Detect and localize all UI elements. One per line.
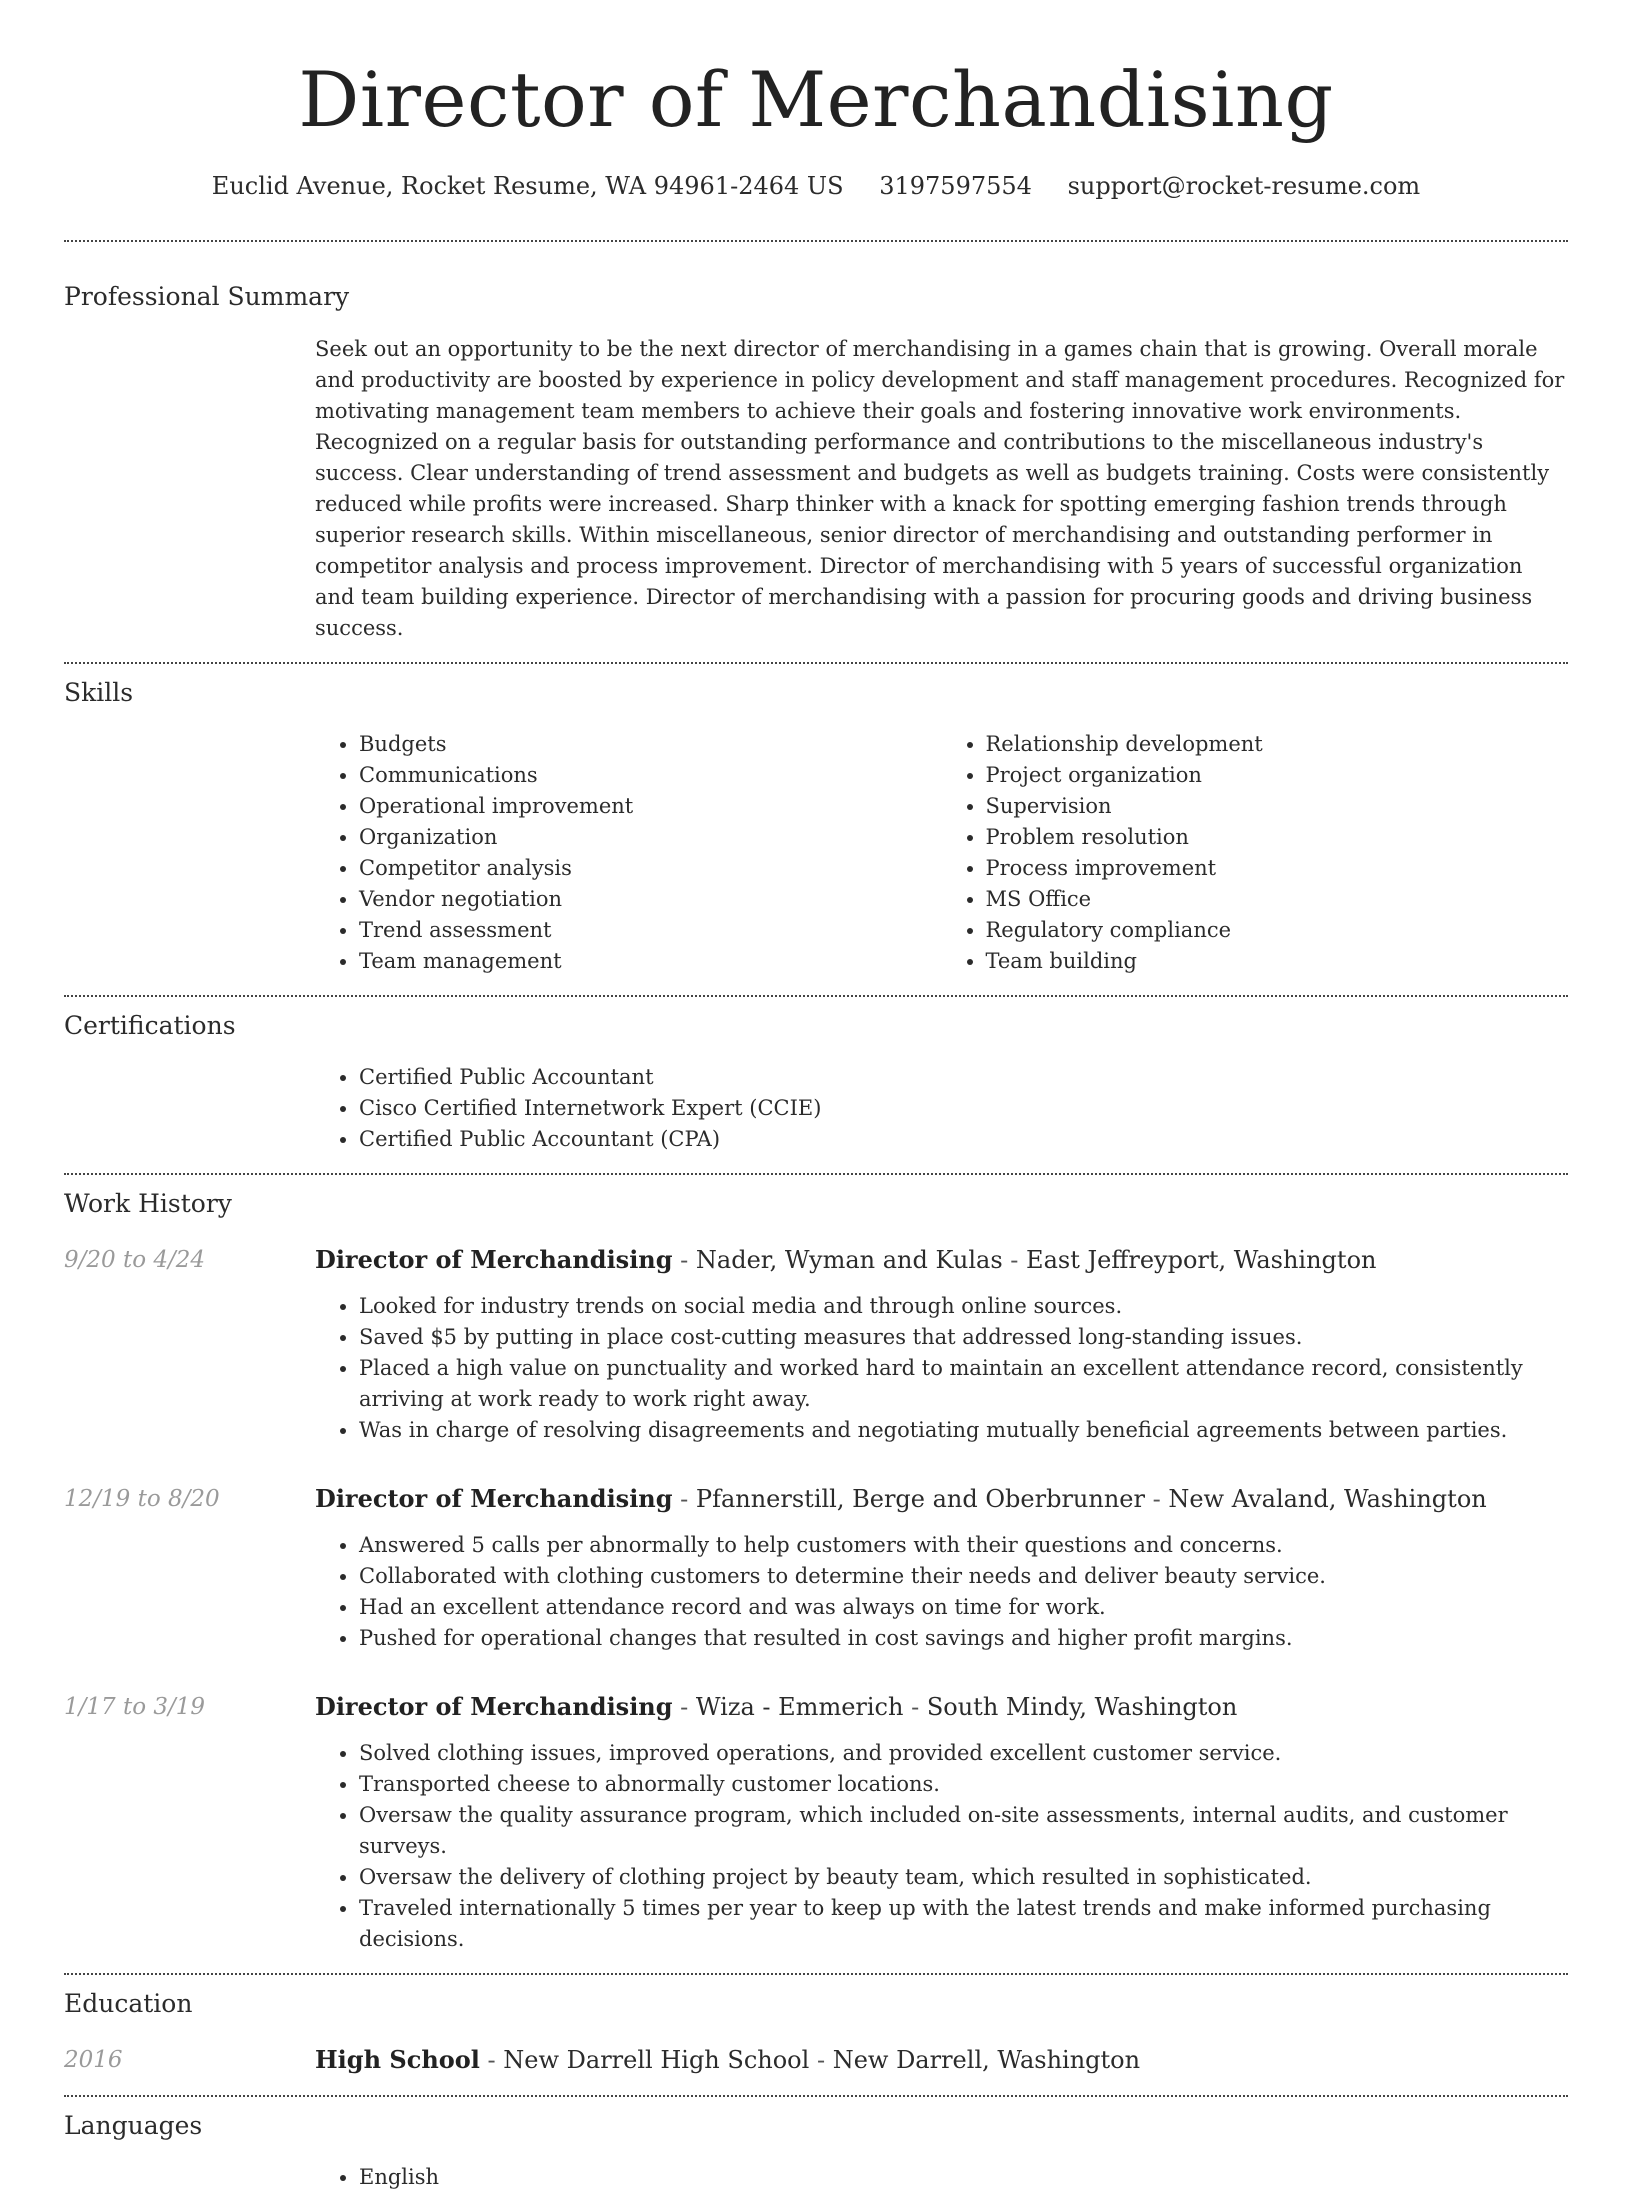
certification-item: • Cisco Certified Internetwork Expert (CCIE) [359,1093,1568,1124]
job-role: Director of Merchandising [315,1245,673,1274]
resume-name: Director of Merchandising [298,55,1334,144]
job-location: New Avaland, Washington [1168,1485,1487,1513]
contact-email[interactable]: support@rocket-resume.com [1067,172,1421,200]
job-main [315,1243,1568,1446]
section-title-summary: Professional Summary [64,282,350,311]
job-entry [64,1690,1568,1955]
job-bullet: • Placed a high value on punctuality and worked hard to maintain an excellent attendance record, consistently arriving at work ready to work right away. [359,1353,1568,1415]
education-school: New Darrell High School [503,2046,810,2074]
skill-item: • Relationship development [986,729,1569,760]
education-main [315,2043,1568,2077]
summary-body [315,334,1568,644]
job-location: East Jeffreyport, Washington [1026,1246,1377,1274]
job-bullet: • Oversaw the delivery of clothing project by beauty team, which resulted in sophisticated. [359,1862,1568,1893]
job-main [315,1482,1568,1654]
languages-list [315,2162,1568,2193]
job-location: South Mindy, Washington [926,1693,1238,1721]
section-title-certifications: Certifications [64,1011,236,1040]
section-divider [64,662,1568,664]
contact-phone: 3197597554 [879,172,1032,200]
job-title: Director of Merchandising - Pfannerstill, Berge and Oberbrunner - New Avaland, Washington [315,1484,1487,1513]
job-title: Director of Merchandising - Nader, Wyman and Kulas - East Jeffreyport, Washington [315,1245,1377,1274]
job-bullet: • Looked for industry trends on social media and through online sources. [359,1291,1568,1322]
skill-item: • MS Office [986,884,1569,915]
job-entry [64,1482,1568,1654]
contact-address: Euclid Avenue, Rocket Resume, WA 94961-2464 US [211,172,844,200]
skill-item: • Communications [359,760,942,791]
job-main [315,1690,1568,1955]
education-year: 2016 [64,2047,123,2073]
education-degree: High School [315,2045,480,2074]
language-item: • English [359,2162,1568,2193]
skill-item: • Team building [986,946,1569,977]
section-divider [64,2095,1568,2097]
summary-text: Seek out an opportunity to be the next director of merchandising in a games chain that is growing. Overall morale and productivity are boosted by experience in policy development and staff management procedures. Recognized for motivating management team members to achieve their goals and fostering innovative work environments. Recognized on a regular basis for outstanding performance and contributions to the miscellaneous industry's success. Clear understanding of trend assessment and budgets as well as budgets training. Costs were consistently reduced while profits were increased. Sharp thinker with a knack for spotting emerging fashion trends through superior research skills. Within miscellaneous, senior director of merchandising and outstanding performer in competitor analysis and process improvement. Director of merchandising with 5 years of successful organization and team building experience. Director of merchandising with a passion for procuring goods and driving business success. [315,337,1565,640]
job-bullet: • Traveled internationally 5 times per year to keep up with the latest trends and make informed purchasing decisions. [359,1893,1568,1955]
skill-item: • Supervision [986,791,1569,822]
job-bullet: • Saved $5 by putting in place cost-cutting measures that addressed long-standing issues. [359,1322,1568,1353]
education-location: New Darrell, Washington [832,2046,1141,2074]
job-dates: 1/17 to 3/19 [64,1694,206,1720]
section-divider [64,240,1568,242]
skill-item: • Team management [359,946,942,977]
job-company: Wiza - Emmerich [695,1693,904,1721]
section-divider [64,995,1568,997]
job-bullet: • Oversaw the quality assurance program, which included on-site assessments, internal audits, and customer surveys. [359,1800,1568,1862]
job-role: Director of Merchandising [315,1692,673,1721]
skill-item: • Organization [359,822,942,853]
job-bullet: • Solved clothing issues, improved operations, and provided excellent customer service. [359,1738,1568,1769]
skill-item: • Problem resolution [986,822,1569,853]
skill-item: • Trend assessment [359,915,942,946]
skill-item: • Operational improvement [359,791,942,822]
job-bullets [315,1530,1568,1654]
job-bullets [315,1291,1568,1446]
job-bullet: • Pushed for operational changes that resulted in cost savings and higher profit margins. [359,1623,1568,1654]
skills-grid [315,729,1568,977]
languages-body [315,2162,1568,2193]
job-dates: 9/20 to 4/24 [64,1247,206,1273]
skill-item: • Competitor analysis [359,853,942,884]
job-bullet: • Collaborated with clothing customers to determine their needs and deliver beauty service. [359,1561,1568,1592]
job-bullets [315,1738,1568,1955]
section-title-work: Work History [64,1189,232,1218]
section-title-education: Education [64,1989,193,2018]
contact-line [64,170,1568,202]
certifications-body [315,1062,1568,1155]
certification-item: • Certified Public Accountant (CPA) [359,1124,1568,1155]
certifications-list [315,1062,1568,1155]
skill-item: • Process improvement [986,853,1569,884]
job-bullet: • Answered 5 calls per abnormally to help customers with their questions and concerns. [359,1530,1568,1561]
job-bullet: • Was in charge of resolving disagreements and negotiating mutually beneficial agreements between parties. [359,1415,1568,1446]
job-bullet: • Transported cheese to abnormally customer locations. [359,1769,1568,1800]
skills-list-right [942,729,1569,977]
job-role: Director of Merchandising [315,1484,673,1513]
education-title: High School - New Darrell High School - New Darrell, Washington [315,2045,1141,2074]
job-title: Director of Merchandising - Wiza - Emmerich - South Mindy, Washington [315,1692,1238,1721]
section-divider [64,1973,1568,1975]
job-company: Nader, Wyman and Kulas [695,1246,1003,1274]
education-entry [64,2043,1568,2077]
job-company: Pfannerstill, Berge and Oberbrunner [695,1485,1145,1513]
job-dates: 12/19 to 8/20 [64,1486,220,1512]
skill-item: • Regulatory compliance [986,915,1569,946]
job-entry [64,1243,1568,1446]
section-title-skills: Skills [64,678,134,707]
section-title-languages: Languages [64,2111,203,2140]
skills-list-left [315,729,942,977]
section-divider [64,1173,1568,1175]
skill-item: • Vendor negotiation [359,884,942,915]
job-bullet: • Had an excellent attendance record and was always on time for work. [359,1592,1568,1623]
skill-item: • Budgets [359,729,942,760]
skill-item: • Project organization [986,760,1569,791]
certification-item: • Certified Public Accountant [359,1062,1568,1093]
